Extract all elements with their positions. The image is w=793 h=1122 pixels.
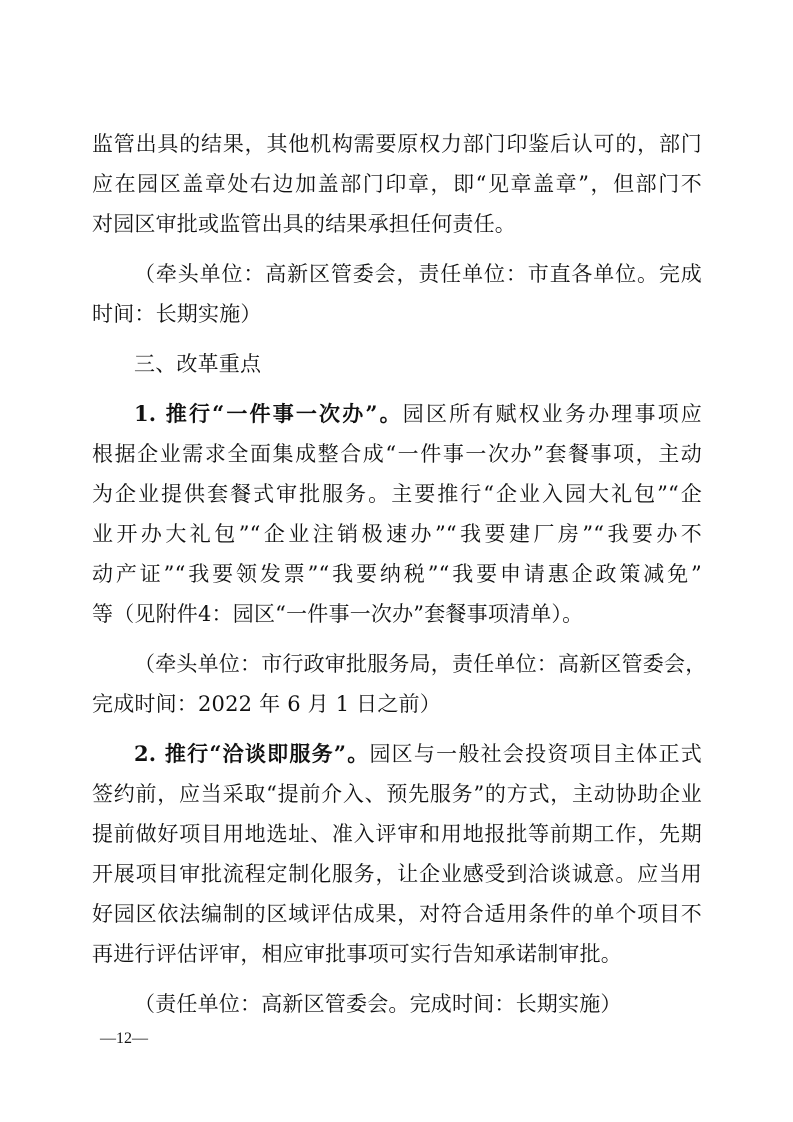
page-number: —12— bbox=[100, 1030, 148, 1047]
text-line: 完成时间：2022 年 6 月 1 日之前） bbox=[92, 692, 441, 716]
text-line: 根据企业需求全面集成整合成“一件事一次办”套餐事项，主动 bbox=[92, 442, 702, 466]
text-line: 为企业提供套餐式审批服务。主要推行“企业入园大礼包”“企 bbox=[92, 482, 702, 506]
item-title: 1. 推行“一件事一次办”。 bbox=[134, 401, 403, 426]
text-line bbox=[92, 734, 702, 774]
text-line: 应在园区盖章处右边加盖部门印章，即“见章盖章”，但部门不 bbox=[92, 172, 702, 196]
text-line: （牵头单位：高新区管委会，责任单位：市直各单位。完成 bbox=[134, 262, 702, 286]
item-title: 2. 推行“洽谈即服务”。 bbox=[134, 741, 370, 766]
text-line: 提前做好项目用地选址、准入评审和用地报批等前期工作，先期 bbox=[92, 822, 702, 846]
paragraph-continuation bbox=[92, 124, 702, 244]
text-line: 业开办大礼包”“企业注销极速办”“我要建厂房”“我要办不 bbox=[92, 522, 702, 546]
text-line: 签约前，应当采取“提前介入、预先服务”的方式，主动协助企业 bbox=[92, 782, 702, 806]
text-line: （牵头单位：市行政审批服务局，责任单位：高新区管委会， bbox=[134, 652, 707, 676]
text-line: 时间：长期实施） bbox=[92, 302, 262, 326]
text-line: 等（见附件4：园区“一件事一次办”套餐事项清单）。 bbox=[92, 602, 584, 626]
item-text: 园区与一般社会投资项目主体正式 bbox=[369, 742, 702, 766]
text-line: 开展项目审批流程定制化服务，让企业感受到洽谈诚意。应当用 bbox=[92, 862, 702, 886]
text-line: 好园区依法编制的区域评估成果，对符合适用条件的单个项目不 bbox=[92, 902, 702, 926]
reform-item-2 bbox=[92, 734, 702, 974]
section-heading: 三、改革重点 bbox=[134, 352, 262, 376]
text-line: 动产证”“我要领发票”“我要纳税”“我要申请惠企政策减免” bbox=[92, 562, 702, 586]
item-text: 园区所有赋权业务办理事项应 bbox=[402, 402, 702, 426]
text-line: 再进行评估评审，相应审批事项可实行告知承诺制审批。 bbox=[92, 942, 622, 966]
text-line: 监管出具的结果，其他机构需要原权力部门印鉴后认可的，部门 bbox=[92, 132, 702, 156]
responsibility-note bbox=[92, 254, 702, 334]
text-line: 对园区审批或监管出具的结果承担任何责任。 bbox=[92, 212, 516, 236]
document-body bbox=[92, 124, 707, 1024]
text-line bbox=[92, 394, 702, 434]
responsibility-note bbox=[92, 644, 707, 724]
responsibility-note: （责任单位：高新区管委会。完成时间：长期实施） bbox=[134, 992, 622, 1016]
reform-item-1 bbox=[92, 394, 702, 634]
